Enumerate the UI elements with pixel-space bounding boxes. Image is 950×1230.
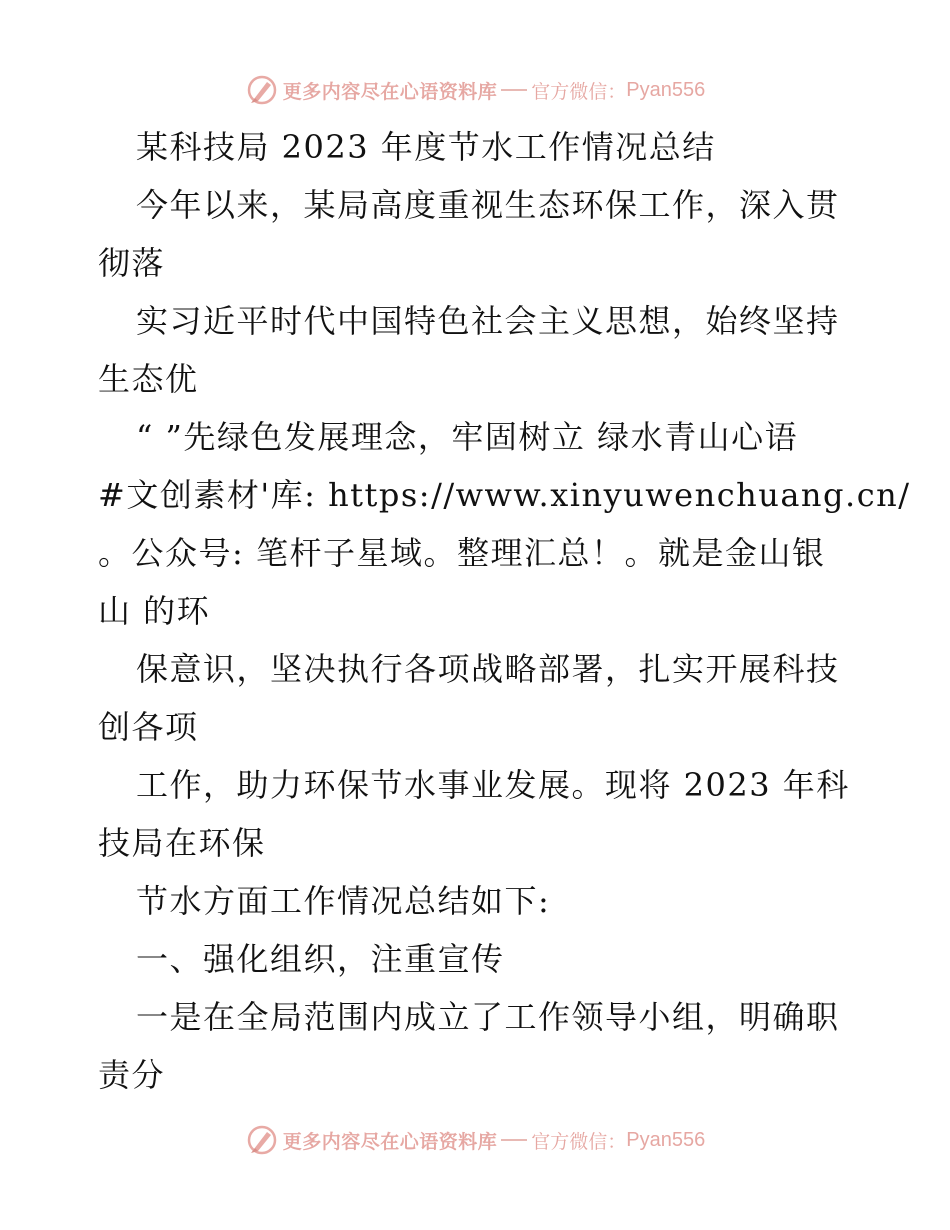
- banner-dash: [501, 89, 527, 91]
- paragraph-line: 保意识，坚决执行各项战略部署，扎实开展科技: [136, 650, 840, 688]
- banner-wechat-id: Pyan556: [626, 78, 706, 101]
- banner-dash: [501, 1139, 527, 1141]
- footer-watermark-banner: [0, 1122, 950, 1158]
- header-watermark-banner: [0, 72, 950, 108]
- paragraph-line: 节水方面工作情况总结如下:: [136, 882, 551, 920]
- paragraph-line: 实习近平时代中国特色社会主义思想，始终坚持: [136, 302, 840, 340]
- section-heading: 一、强化组织，注重宣传: [136, 940, 505, 978]
- banner-wechat-id: Pyan556: [626, 1128, 706, 1151]
- paragraph-line: 生态优: [98, 360, 199, 398]
- banner-wechat-label: 官方微信：: [531, 1130, 627, 1153]
- paragraph-line: 技局在环保: [98, 824, 266, 862]
- paragraph-line: 一是在全局范围内成立了工作领导小组，明确职: [136, 998, 840, 1036]
- paragraph-line: 今年以来，某局高度重视生态环保工作，深入贯: [136, 186, 840, 224]
- pen-logo-icon: [245, 1123, 279, 1157]
- paragraph-line: 责分: [98, 1056, 166, 1094]
- document-title: 某科技局 2023 年度节水工作情况总结: [136, 128, 716, 166]
- banner-wechat-label: 官方微信：: [531, 80, 627, 103]
- paragraph-line: 彻落: [98, 244, 166, 282]
- banner-library-text: 更多内容尽在心语资料库: [282, 1130, 498, 1153]
- paragraph-line: #文创素材'库: https://www.xinyuwenchuang.cn/: [98, 476, 911, 514]
- paragraph-line: 工作，助力环保节水事业发展。现将 2023 年科: [136, 766, 850, 804]
- document-body: [98, 118, 911, 1104]
- paragraph-line: 。公众号: 笔杆子星域。整理汇总！。就是金山银: [98, 534, 826, 572]
- paragraph-line: 山 的环: [98, 592, 211, 630]
- paragraph-line: 创各项: [98, 708, 199, 746]
- paragraph-line: “ ”先绿色发展理念，牢固树立 绿水青山心语: [136, 418, 799, 456]
- pen-logo-icon: [245, 73, 279, 107]
- banner-library-text: 更多内容尽在心语资料库: [282, 80, 498, 103]
